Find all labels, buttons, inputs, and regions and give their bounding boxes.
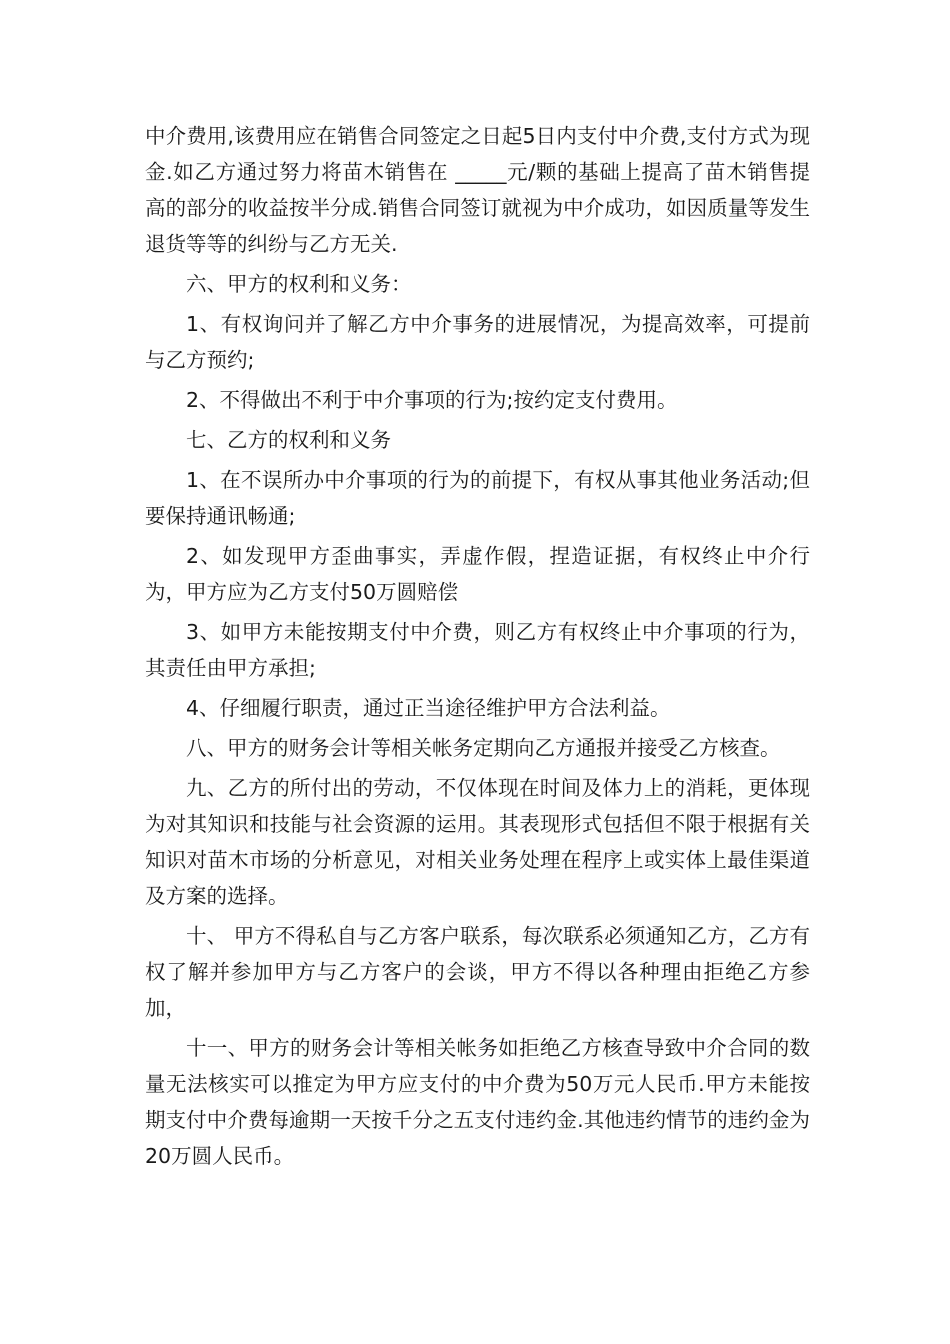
paragraph-party-a-right-2: 2、不得做出不利于中介事项的行为;按约定支付费用。 [186,388,678,412]
paragraph-clause-9: 九、乙方的所付出的劳动，不仅体现在时间及体力上的消耗，更体现为对其知识和技能与社会资源的运用。其表现形式包括但不限于根据有关知识对苗木市场的分析意见，对相关业务处理在程序上或实体上最佳渠道及方案的选择。 [145,776,810,908]
paragraph-clause-10: 十、 甲方不得私自与乙方客户联系，每次联系必须通知乙方，乙方有权了解并参加甲方与乙方客户的会谈，甲方不得以各种理由拒绝乙方参加， [145,924,810,1020]
paragraph-fee-terms: 中介费用,该费用应在销售合同签定之日起5日内支付中介费,支付方式为现金.如乙方通过努力将苗木销售在 _____元/颗的基础上提高了苗木销售提高的部分的收益按半分成.销售合同签订就视为中介成功，如因质量等发生退货等等的纠纷与乙方无关. [145,124,810,256]
heading-party-b-rights: 七、乙方的权利和义务 [186,428,391,452]
paragraph-clause-11: 十一、甲方的财务会计等相关帐务如拒绝乙方核查导致中介合同的数量无法核实可以推定为甲方应支付的中介费为50万元人民币.甲方未能按期支付中介费每逾期一天按千分之五支付违约金.其他违约情节的违约金为20万圆人民币。 [145,1036,810,1168]
paragraph-party-b-right-3: 3、如甲方未能按期支付中介费，则乙方有权终止中介事项的行为，其责任由甲方承担; [145,620,810,680]
paragraph-party-b-right-4: 4、仔细履行职责，通过正当途径维护甲方合法利益。 [186,696,671,720]
paragraph-party-b-right-1: 1、在不误所办中介事项的行为的前提下，有权从事其他业务活动;但要保持通讯畅通; [145,468,810,528]
paragraph-party-a-right-1: 1、有权询问并了解乙方中介事务的进展情况，为提高效率，可提前与乙方预约; [145,312,810,372]
paragraph-party-b-right-2: 2、如发现甲方歪曲事实，弄虚作假，捏造证据，有权终止中介行为，甲方应为乙方支付50万圆赔偿 [145,544,810,604]
heading-party-a-rights: 六、甲方的权利和义务： [186,272,412,296]
paragraph-clause-8: 八、甲方的财务会计等相关帐务定期向乙方通报并接受乙方核查。 [186,736,781,760]
document-body [145,118,810,1178]
